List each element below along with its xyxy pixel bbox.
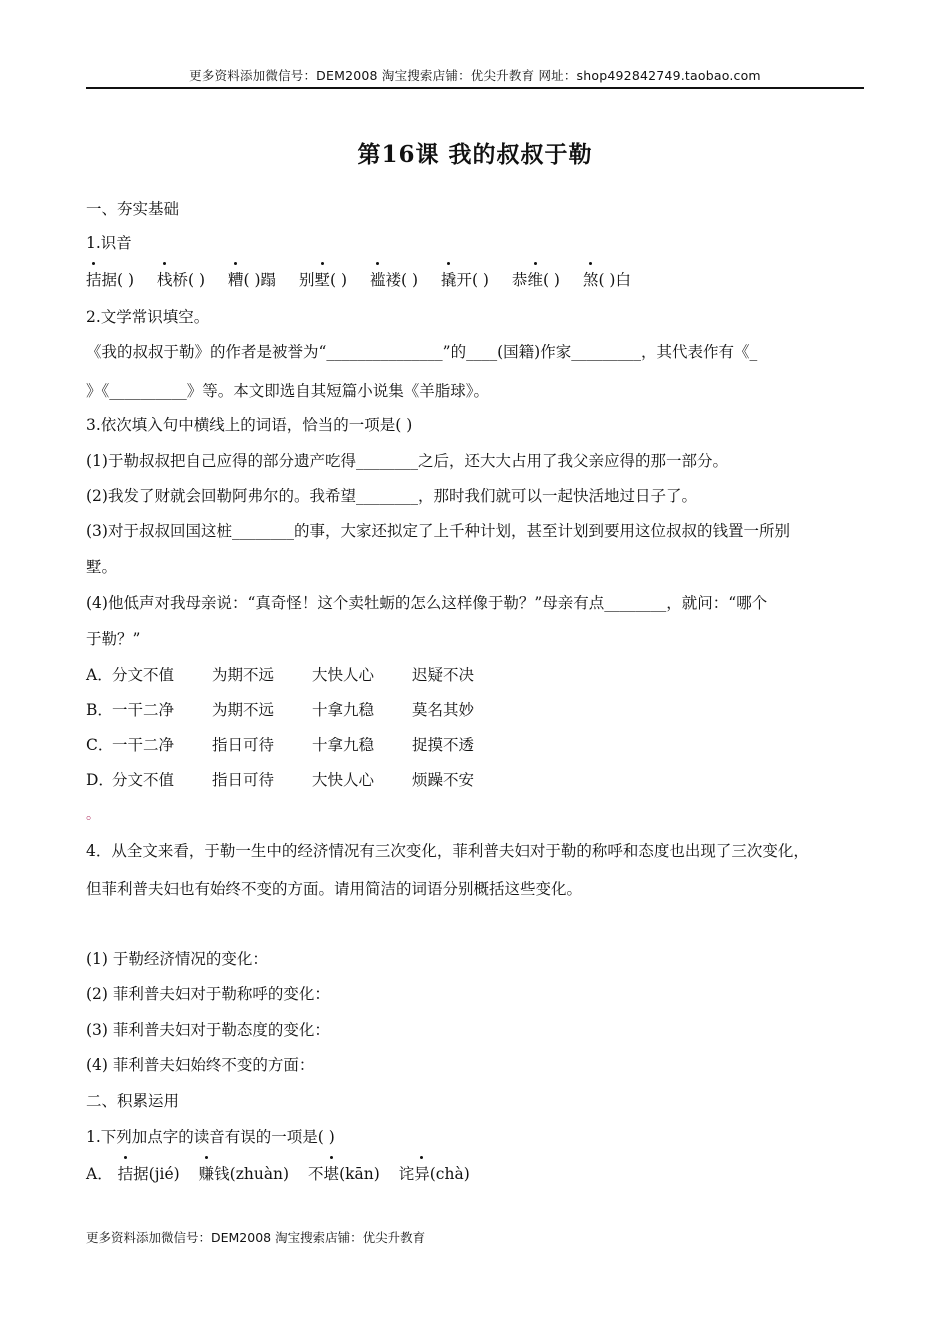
q3-sentence-1: (1)于勒叔叔把自己应得的部分遗产吃得________之后，还大大占用了我父亲应得的那一部分。 (86, 452, 728, 470)
pron-item: 恭维( ) (512, 271, 560, 289)
q3-sentence-3-cont: 墅。 (86, 558, 118, 576)
q2-line-1: 《我的叔叔于勒》的作者是被誉为“_______________”的____(国籍)作家_________，其代表作有《_ (86, 343, 758, 361)
q4-part-2: (2) 菲利普夫妇对于勒称呼的变化： (86, 985, 330, 1003)
pron-item: 拮据(jié) (118, 1165, 180, 1183)
pron-item: 赚钱(zhuàn) (199, 1165, 289, 1183)
q5-option-a: A． 拮据(jié) 赚钱(zhuàn) 不堪(kān) 诧异(chà) (86, 1162, 470, 1184)
q4-part-3: (3) 菲利普夫妇对于勒态度的变化： (86, 1021, 330, 1039)
q3-trailing-mark: 。 (86, 807, 100, 823)
q1-label: 1.识音 (86, 234, 132, 252)
q2-label: 2.文学常识填空。 (86, 308, 210, 326)
q1-pronunciation-items (86, 268, 631, 290)
page-footer: 更多资料添加微信号：DEM2008 淘宝搜索店铺：优尖升教育 (86, 1230, 426, 1245)
q4-line-1: 4．从全文来看，于勒一生中的经济情况有三次变化，菲利普夫妇对于勒的称呼和态度也出现了三次变化， (86, 842, 809, 860)
q5-label: 1.下列加点字的读音有误的一项是( ) (86, 1128, 335, 1146)
pron-item: 别墅( ) (299, 271, 347, 289)
q4-part-4: (4) 菲利普夫妇始终不变的方面： (86, 1056, 315, 1074)
q3-label: 3.依次填入句中横线上的词语，恰当的一项是( ) (86, 416, 413, 434)
pron-item: 煞( )白 (583, 271, 631, 289)
q4-part-1: (1) 于勒经济情况的变化： (86, 950, 268, 968)
q3-option-c: C．一干二净 指日可待 十拿九稳 捉摸不透 (86, 736, 475, 754)
pron-item: 拮据( ) (86, 271, 134, 289)
q3-sentence-4: (4)他低声对我母亲说：“真奇怪！这个卖牡蛎的怎么这样像于勒？”母亲有点________，就问：“哪个 (86, 594, 768, 612)
section-heading-1: 一、夯实基础 (86, 200, 180, 218)
q3-option-b: B．一干二净 为期不远 十拿九稳 莫名其妙 (86, 701, 475, 719)
page-header: 更多资料添加微信号：DEM2008 淘宝搜索店铺：优尖升教育 网址：shop492842749.taobao.com (189, 68, 761, 83)
header-rule (86, 87, 864, 89)
section-heading-2: 二、积累运用 (86, 1092, 180, 1110)
q3-sentence-3: (3)对于叔叔回国这桩________的事，大家还拟定了上千种计划，甚至计划到要用这位叔叔的钱置一所别 (86, 522, 790, 540)
lesson-title: 第16课 我的叔叔于勒 (357, 141, 593, 168)
q4-line-2: 但菲利普夫妇也有始终不变的方面。请用简洁的词语分别概括这些变化。 (86, 880, 583, 898)
q3-sentence-2: (2)我发了财就会回勒阿弗尔的。我希望________，那时我们就可以一起快活地过日子了。 (86, 487, 697, 505)
q2-line-2: 》《__________》等。本文即选自其短篇小说集《羊脂球》。 (86, 382, 490, 400)
pron-item: 栈桥( ) (157, 271, 205, 289)
pron-item: 糟( )蹋 (228, 271, 276, 289)
q3-sentence-4-cont: 于勒？” (86, 630, 141, 648)
q3-option-d: D．分文不值 指日可待 大快人心 烦躁不安 (86, 771, 475, 789)
pron-item: 诧异(chà) (399, 1165, 470, 1183)
pron-item: 撬开( ) (441, 271, 489, 289)
q3-option-a: A．分文不值 为期不远 大快人心 迟疑不决 (86, 666, 475, 684)
pron-item: 褴褛( ) (370, 271, 418, 289)
pron-item: 不堪(kān) (308, 1165, 380, 1183)
